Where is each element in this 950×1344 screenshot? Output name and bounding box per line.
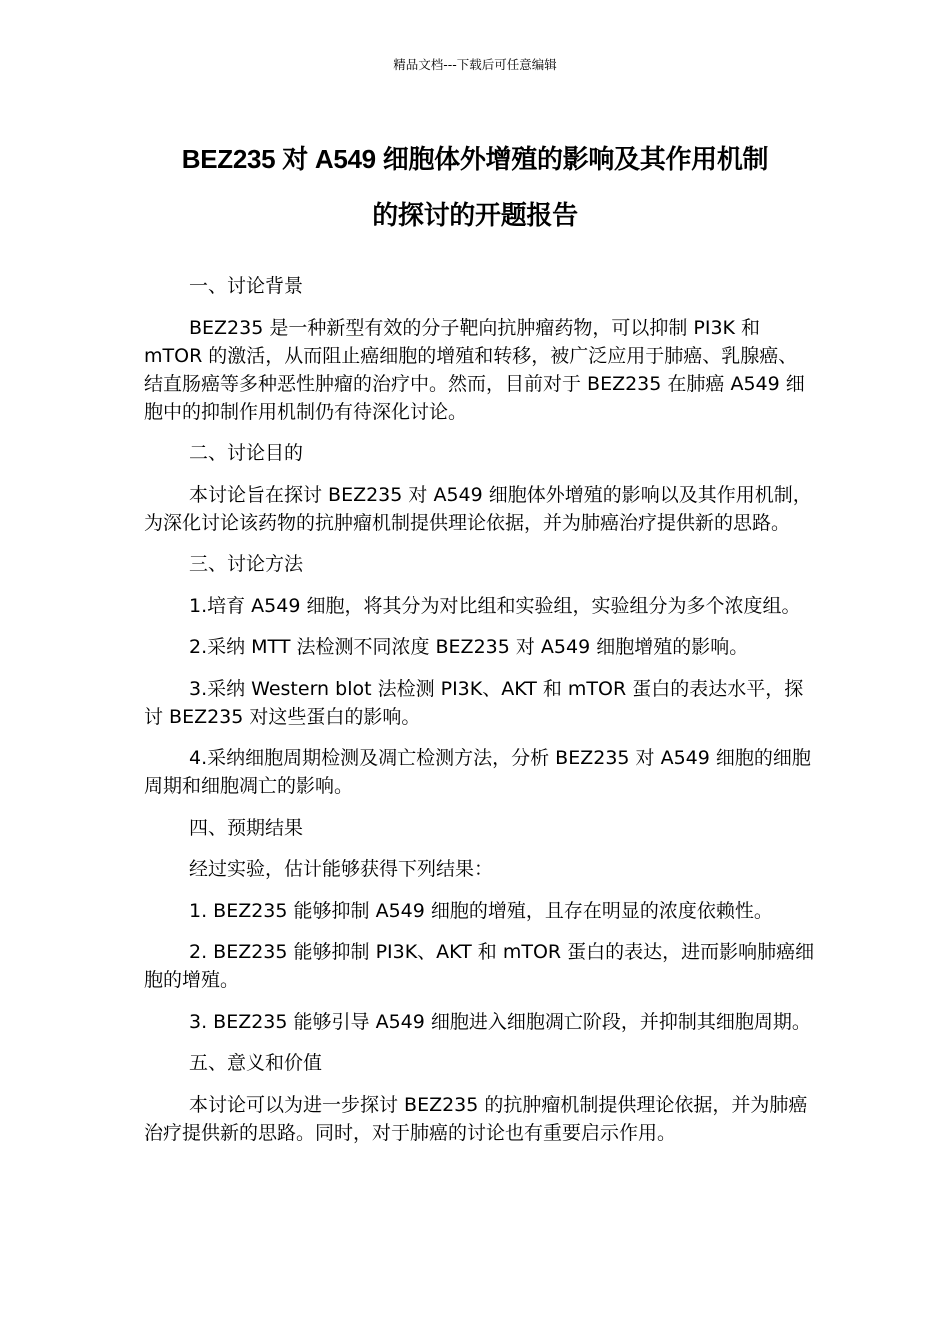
section-heading-expected-results: 四、预期结果 bbox=[189, 816, 304, 839]
result-item-2: 2. BEZ235 能够抑制 PI3K、AKT 和 mTOR 蛋白的表达，进而影响肺癌细胞的增殖。 bbox=[144, 941, 815, 991]
title-line-2: 的探讨的开题报告 bbox=[372, 200, 578, 230]
paragraph-background: BEZ235 是一种新型有效的分子靶向抗肿瘤药物，可以抑制 PI3K 和 mTOR 的激活，从而阻止癌细胞的增殖和转移，被广泛应用于肺癌、乳腺癌、结直肠癌等多种恶性肿瘤的治疗中。然而，目前对于 BEZ235 在肺癌 A549 细胞中的抑制作用机制仍有待深化讨论。 bbox=[144, 316, 805, 423]
method-item-4: 4.采纳细胞周期检测及凋亡检测方法，分析 BEZ235 对 A549 细胞的细胞周期和细胞凋亡的影响。 bbox=[144, 747, 811, 797]
document-title bbox=[120, 131, 830, 243]
paragraph-significance: 本讨论可以为进一步探讨 BEZ235 的抗肿瘤机制提供理论依据，并为肺癌治疗提供新的思路。同时，对于肺癌的讨论也有重要启示作用。 bbox=[144, 1093, 808, 1144]
page-header: 精品文档---下载后可任意编辑 bbox=[393, 57, 557, 72]
section-heading-methods: 三、讨论方法 bbox=[189, 553, 304, 575]
paragraph-results-intro: 经过实验，估计能够获得下列结果： bbox=[189, 858, 494, 880]
document-body bbox=[144, 272, 816, 1160]
result-item-1: 1. BEZ235 能够抑制 A549 细胞的增殖，且存在明显的浓度依赖性。 bbox=[189, 899, 773, 922]
method-item-3: 3.采纳 Western blot 法检测 PI3K、AKT 和 mTOR 蛋白的表达水平，探讨 BEZ235 对这些蛋白的影响。 bbox=[144, 677, 804, 728]
title-line-1: BEZ235 对 A549 细胞体外增殖的影响及其作用机制 bbox=[181, 144, 769, 174]
paragraph-purpose: 本讨论旨在探讨 BEZ235 对 A549 细胞体外增殖的影响以及其作用机制，为深化讨论该药物的抗肿瘤机制提供理论依据，并为肺癌治疗提供新的思路。 bbox=[144, 483, 812, 534]
section-heading-purpose: 二、讨论目的 bbox=[189, 442, 304, 464]
section-heading-background: 一、讨论背景 bbox=[189, 275, 304, 297]
method-item-1: 1.培育 A549 细胞，将其分为对比组和实验组，实验组分为多个浓度组。 bbox=[189, 594, 801, 617]
method-item-2: 2.采纳 MTT 法检测不同浓度 BEZ235 对 A549 细胞增殖的影响。 bbox=[189, 636, 749, 658]
section-heading-significance: 五、意义和价值 bbox=[189, 1052, 323, 1074]
result-item-3: 3. BEZ235 能够引导 A549 细胞进入细胞凋亡阶段，并抑制其细胞周期。 bbox=[189, 1010, 811, 1033]
